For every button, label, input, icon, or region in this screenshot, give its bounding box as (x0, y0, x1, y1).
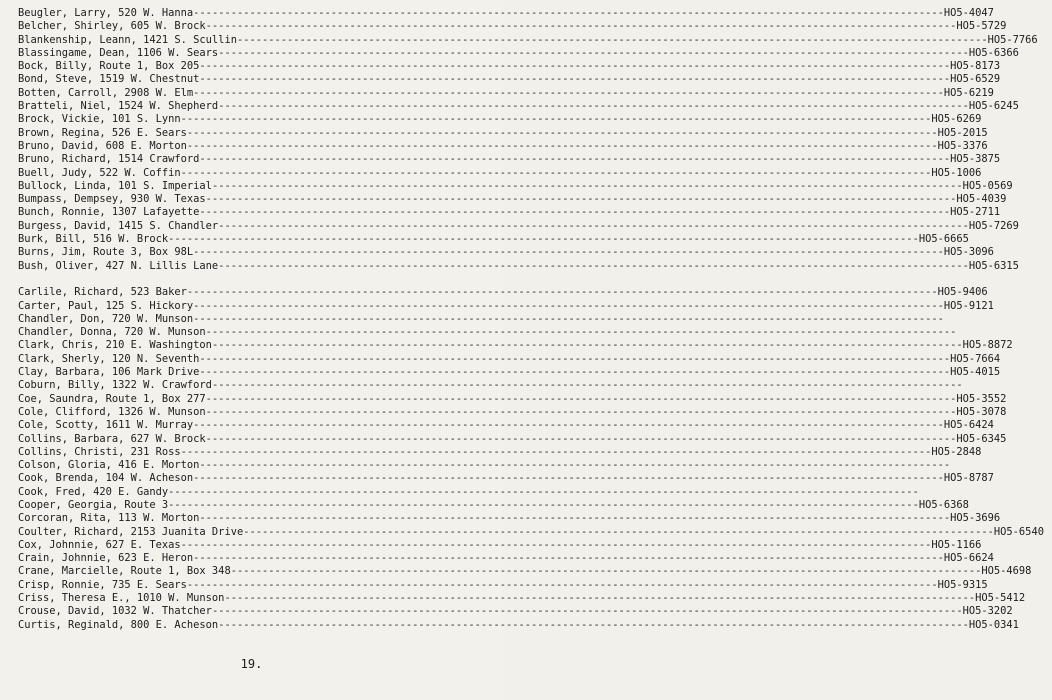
directory-entry (18, 33, 1038, 47)
dash-leader: ------------------------------------------------------------------------------------------------------------------------ (218, 100, 969, 113)
directory-entry (18, 286, 988, 299)
entry-phone: HO5-0569 (962, 179, 1013, 192)
entry-name-address: Clark, Sherly, 120 N. Seventh (18, 352, 200, 365)
directory-entry (18, 459, 951, 472)
directory-entry (18, 605, 1013, 618)
directory-entry (18, 485, 919, 499)
dash-leader: ------------------------------------------------------------------------------------------------------------------------ (199, 73, 951, 86)
dash-leader: ------------------------------------------------------------------------------------------------------------------------ (205, 432, 957, 445)
dash-leader: ------------------------------------------------------------------------------------------------------------------------ (224, 592, 976, 605)
entry-phone: HO5-6665 (918, 233, 969, 246)
entry-name-address: Cole, Scotty, 1611 W. Murray (18, 419, 194, 432)
entry-name-address: Cole, Clifford, 1326 W. Munson (18, 405, 206, 418)
dash-leader: ------------------------------------------------------------------------------------------------------------------------ (205, 326, 957, 339)
dash-leader: ------------------------------------------------------------------------------------------------------------------------ (193, 7, 944, 19)
dash-leader: ------------------------------------------------------------------------------------------------------------------------ (218, 618, 969, 631)
dash-leader: ------------------------------------------------------------------------------------------------------------------------ (199, 512, 951, 525)
entry-phone: HO5-8787 (943, 472, 994, 485)
entry-name-address: Corcoran, Rita, 113 W. Morton (18, 512, 200, 525)
dash-leader: ------------------------------------------------------------------------------------------------------------------------ (186, 578, 938, 591)
dash-leader: ------------------------------------------------------------------------------------------------------------------------ (199, 459, 951, 472)
entry-name-address: Cooper, Georgia, Route 3 (18, 498, 169, 511)
dash-leader: ------------------------------------------------------------------------------------------------------------------------ (205, 193, 957, 206)
dash-leader: ------------------------------------------------------------------------------------------------------------------------ (205, 405, 957, 418)
directory-entry (18, 552, 994, 565)
dash-leader: ------------------------------------------------------------------------------------------------------------------------ (199, 60, 951, 73)
dash-leader: ------------------------------------------------------------------------------------------------------------------------ (205, 20, 957, 33)
directory-entry (18, 259, 1019, 273)
entry-phone: HO5-4047 (943, 7, 994, 19)
dash-leader: ------------------------------------------------------------------------------------------------------------------------ (211, 605, 963, 618)
entry-phone: HO5-0341 (968, 618, 1019, 631)
dash-leader: ------------------------------------------------------------------------------------------------------------------------ (211, 339, 963, 352)
entry-name-address: Colson, Gloria, 416 E. Morton (18, 459, 200, 472)
directory-entry (18, 100, 1019, 113)
dash-leader: ------------------------------------------------------------------------------------------------------------------------ (218, 46, 969, 59)
entry-name-address: Bratteli, Niel, 1524 W. Shepherd (18, 100, 219, 113)
directory-entry (18, 592, 1026, 605)
entry-phone: HO5-6269 (931, 113, 982, 126)
directory-entry (18, 432, 1007, 446)
entry-name-address: Chandler, Don, 720 W. Munson (18, 312, 194, 325)
entry-name-address: Carter, Paul, 125 S. Hickory (18, 299, 194, 312)
dash-leader: ------------------------------------------------------------------------------------------------------------------------ (168, 498, 919, 511)
entry-name-address: Criss, Theresa E., 1010 W. Munson (18, 592, 225, 605)
entry-name-address: Carlile, Richard, 523 Baker (18, 286, 187, 299)
dash-leader: ------------------------------------------------------------------------------------------------------------------------ (230, 565, 982, 578)
dash-leader: ------------------------------------------------------------------------------------------------------------------------ (193, 246, 944, 259)
dash-leader: ------------------------------------------------------------------------------------------------------------------------ (199, 352, 951, 365)
entry-name-address: Bond, Steve, 1519 W. Chestnut (18, 73, 200, 86)
entry-phone: HO5-3202 (962, 605, 1013, 618)
directory-entry (18, 233, 969, 246)
directory-group (18, 7, 1038, 273)
directory-entry (18, 113, 982, 126)
directory-entry (18, 419, 994, 432)
entry-name-address: Coulter, Richard, 2153 Juanita Drive (18, 525, 244, 538)
directory-entry (18, 538, 982, 552)
entry-phone: HO5-9315 (937, 578, 988, 591)
dash-leader: ------------------------------------------------------------------------------------------------------------------------ (186, 286, 938, 299)
entry-phone: HO5-6345 (956, 432, 1007, 445)
directory-entry (18, 299, 994, 313)
directory-entry (18, 498, 969, 512)
entry-name-address: Burk, Bill, 516 W. Brock (18, 233, 169, 246)
entry-phone: HO5-5729 (956, 20, 1007, 33)
directory-entry (18, 153, 1001, 166)
dash-leader: ------------------------------------------------------------------------------------------------------------------------ (193, 552, 944, 565)
dash-leader: ------------------------------------------------------------------------------------------------------------------------ (180, 538, 932, 551)
entry-name-address: Bock, Billy, Route 1, Box 205 (18, 60, 200, 73)
dash-leader: ------------------------------------------------------------------------------------------------------------------------ (186, 126, 938, 139)
entry-name-address: Cook, Fred, 420 E. Gandy (18, 485, 169, 498)
dash-leader: ------------------------------------------------------------------------------------------------------------------------ (243, 525, 994, 538)
entry-phone: HO5-4698 (981, 565, 1032, 578)
entry-phone: HO5-1166 (931, 538, 982, 551)
entry-name-address: Burgess, David, 1415 S. Chandler (18, 219, 219, 232)
directory-entry (18, 73, 1001, 86)
entry-name-address: Cox, Johnnie, 627 E. Texas (18, 538, 181, 551)
entry-phone: HO5-6219 (943, 86, 994, 99)
directory-entry (18, 326, 957, 339)
entry-name-address: Blassingame, Dean, 1106 W. Sears (18, 46, 219, 59)
entry-phone: HO5-5412 (975, 592, 1026, 605)
dash-leader: ------------------------------------------------------------------------------------------------------------------------ (218, 259, 969, 272)
dash-leader: ------------------------------------------------------------------------------------------------------------------------ (193, 419, 944, 432)
entry-phone: HO5-3078 (956, 405, 1007, 418)
directory-entry (18, 46, 1019, 60)
directory-entry (18, 512, 1001, 525)
directory-entry (18, 20, 1007, 33)
entry-name-address: Crisp, Ronnie, 735 E. Sears (18, 578, 187, 591)
directory-entry (18, 445, 982, 459)
entry-name-address: Crain, Johnnie, 623 E. Heron (18, 552, 194, 565)
entry-name-address: Belcher, Shirley, 605 W. Brock (18, 20, 206, 33)
entry-name-address: Buell, Judy, 522 W. Coffin (18, 166, 181, 179)
dash-leader: ------------------------------------------------------------------------------------------------------------------------ (218, 219, 969, 232)
dash-leader: ------------------------------------------------------------------------------------------------------------------------ (168, 485, 919, 498)
entry-phone: HO5-3696 (950, 512, 1001, 525)
dash-leader: ------------------------------------------------------------------------------------------------------------------------ (168, 233, 919, 246)
directory-entry (18, 578, 988, 592)
directory-entry (18, 618, 1019, 632)
dash-leader: ------------------------------------------------------------------------------------------------------------------------ (236, 33, 988, 46)
entry-name-address: Chandler, Donna, 720 W. Munson (18, 326, 206, 339)
entry-name-address: Collins, Barbara, 627 W. Brock (18, 432, 206, 445)
entry-name-address: Brock, Vickie, 101 S. Lynn (18, 113, 181, 126)
entry-phone: HO5-6368 (918, 498, 969, 511)
entry-phone: HO5-4039 (956, 193, 1007, 206)
directory-entry (18, 405, 1007, 419)
entry-name-address: Crane, Marcielle, Route 1, Box 348 (18, 565, 231, 578)
dash-leader: ------------------------------------------------------------------------------------------------------------------------ (211, 379, 963, 392)
dash-leader: ------------------------------------------------------------------------------------------------------------------------ (193, 472, 944, 485)
directory-entry (18, 206, 1001, 219)
entry-name-address: Clay, Barbara, 106 Mark Drive (18, 366, 200, 379)
entry-phone: HO5-6624 (943, 552, 994, 565)
dash-leader: ------------------------------------------------------------------------------------------------------------------------ (199, 153, 951, 166)
directory-entry (18, 219, 1019, 233)
entry-phone: HO5-6540 (993, 525, 1044, 538)
directory-entry (18, 179, 1013, 193)
entry-phone: HO5-6315 (968, 259, 1019, 272)
dash-leader: ------------------------------------------------------------------------------------------------------------------------ (199, 206, 951, 219)
entry-phone: HO5-2848 (931, 445, 982, 458)
entry-phone: HO5-7766 (987, 33, 1038, 46)
directory-entry (18, 193, 1007, 206)
directory-entry (18, 339, 1013, 352)
directory-entry (18, 379, 963, 392)
dash-leader: ------------------------------------------------------------------------------------------------------------------------ (186, 139, 938, 152)
dash-leader: ------------------------------------------------------------------------------------------------------------------------ (180, 445, 932, 458)
entry-name-address: Clark, Chris, 210 E. Washington (18, 339, 212, 352)
entry-phone: HO5-4015 (950, 366, 1001, 379)
entry-name-address: Bullock, Linda, 101 S. Imperial (18, 179, 212, 192)
entry-phone: HO5-1006 (931, 166, 982, 179)
entry-name-address: Brown, Regina, 526 E. Sears (18, 126, 187, 139)
entry-name-address: Coburn, Billy, 1322 W. Crawford (18, 379, 212, 392)
directory-entry (18, 246, 994, 259)
entry-name-address: Burns, Jim, Route 3, Box 98L (18, 246, 194, 259)
dash-leader: ------------------------------------------------------------------------------------------------------------------------ (180, 113, 932, 126)
entry-name-address: Bunch, Ronnie, 1307 Lafayette (18, 206, 200, 219)
entry-name-address: Bush, Oliver, 427 N. Lillis Lane (18, 259, 219, 272)
dash-leader: ------------------------------------------------------------------------------------------------------------------------ (211, 179, 963, 192)
directory-entry (18, 312, 944, 326)
directory-entry (18, 565, 1032, 578)
entry-phone: HO5-2711 (950, 206, 1001, 219)
directory-entry (18, 525, 1044, 539)
entry-phone: HO5-7269 (968, 219, 1019, 232)
entry-name-address: Bruno, David, 608 E. Morton (18, 139, 187, 152)
entry-name-address: Bumpass, Dempsey, 930 W. Texas (18, 193, 206, 206)
directory-entry (18, 352, 1001, 366)
entry-name-address: Cook, Brenda, 104 W. Acheson (18, 472, 194, 485)
directory-entry (18, 60, 1001, 73)
student-directory-list (18, 7, 1044, 632)
entry-name-address: Crouse, David, 1032 W. Thatcher (18, 605, 212, 618)
entry-phone: HO5-9121 (943, 299, 994, 312)
entry-phone: HO5-8173 (950, 60, 1001, 73)
dash-leader: ------------------------------------------------------------------------------------------------------------------------ (193, 299, 944, 312)
entry-phone: HO5-8872 (962, 339, 1013, 352)
entry-phone: HO5-6529 (950, 73, 1001, 86)
page-number: 19. (240, 657, 263, 671)
dash-leader: ------------------------------------------------------------------------------------------------------------------------ (180, 166, 932, 179)
entry-name-address: Collins, Christi, 231 Ross (18, 445, 181, 458)
entry-phone: HO5-3875 (950, 153, 1001, 166)
directory-entry (18, 392, 1007, 406)
dash-leader: ------------------------------------------------------------------------------------------------------------------------ (205, 392, 957, 405)
directory-entry (18, 472, 994, 485)
directory-entry (18, 139, 988, 153)
entry-name-address: Beugler, Larry, 520 W. Hanna (18, 7, 194, 19)
entry-phone: HO5-6366 (968, 46, 1019, 59)
entry-name-address: Bruno, Richard, 1514 Crawford (18, 153, 200, 166)
entry-phone: HO5-7664 (950, 352, 1001, 365)
entry-name-address: Curtis, Reginald, 800 E. Acheson (18, 618, 219, 631)
entry-phone: HO5-6424 (943, 419, 994, 432)
entry-name-address: Botten, Carroll, 2908 W. Elm (18, 86, 194, 99)
directory-entry (18, 86, 994, 100)
dash-leader: ------------------------------------------------------------------------------------------------------------------------ (193, 312, 944, 325)
entry-phone: HO5-2015 (937, 126, 988, 139)
directory-entry (18, 366, 1001, 379)
entry-name-address: Coe, Saundra, Route 1, Box 277 (18, 392, 206, 405)
directory-entry (18, 166, 982, 180)
entry-phone: HO5-3552 (956, 392, 1007, 405)
dash-leader: ------------------------------------------------------------------------------------------------------------------------ (199, 366, 951, 379)
entry-phone: HO5-9406 (937, 286, 988, 299)
entry-phone: HO5-3096 (943, 246, 994, 259)
entry-phone: HO5-6245 (968, 100, 1019, 113)
entry-phone: HO5-3376 (937, 139, 988, 152)
dash-leader: ------------------------------------------------------------------------------------------------------------------------ (193, 86, 944, 99)
directory-group (18, 286, 1044, 632)
entry-name-address: Blankenship, Leann, 1421 S. Scullin (18, 33, 237, 46)
directory-entry (18, 7, 994, 20)
directory-entry (18, 126, 988, 140)
